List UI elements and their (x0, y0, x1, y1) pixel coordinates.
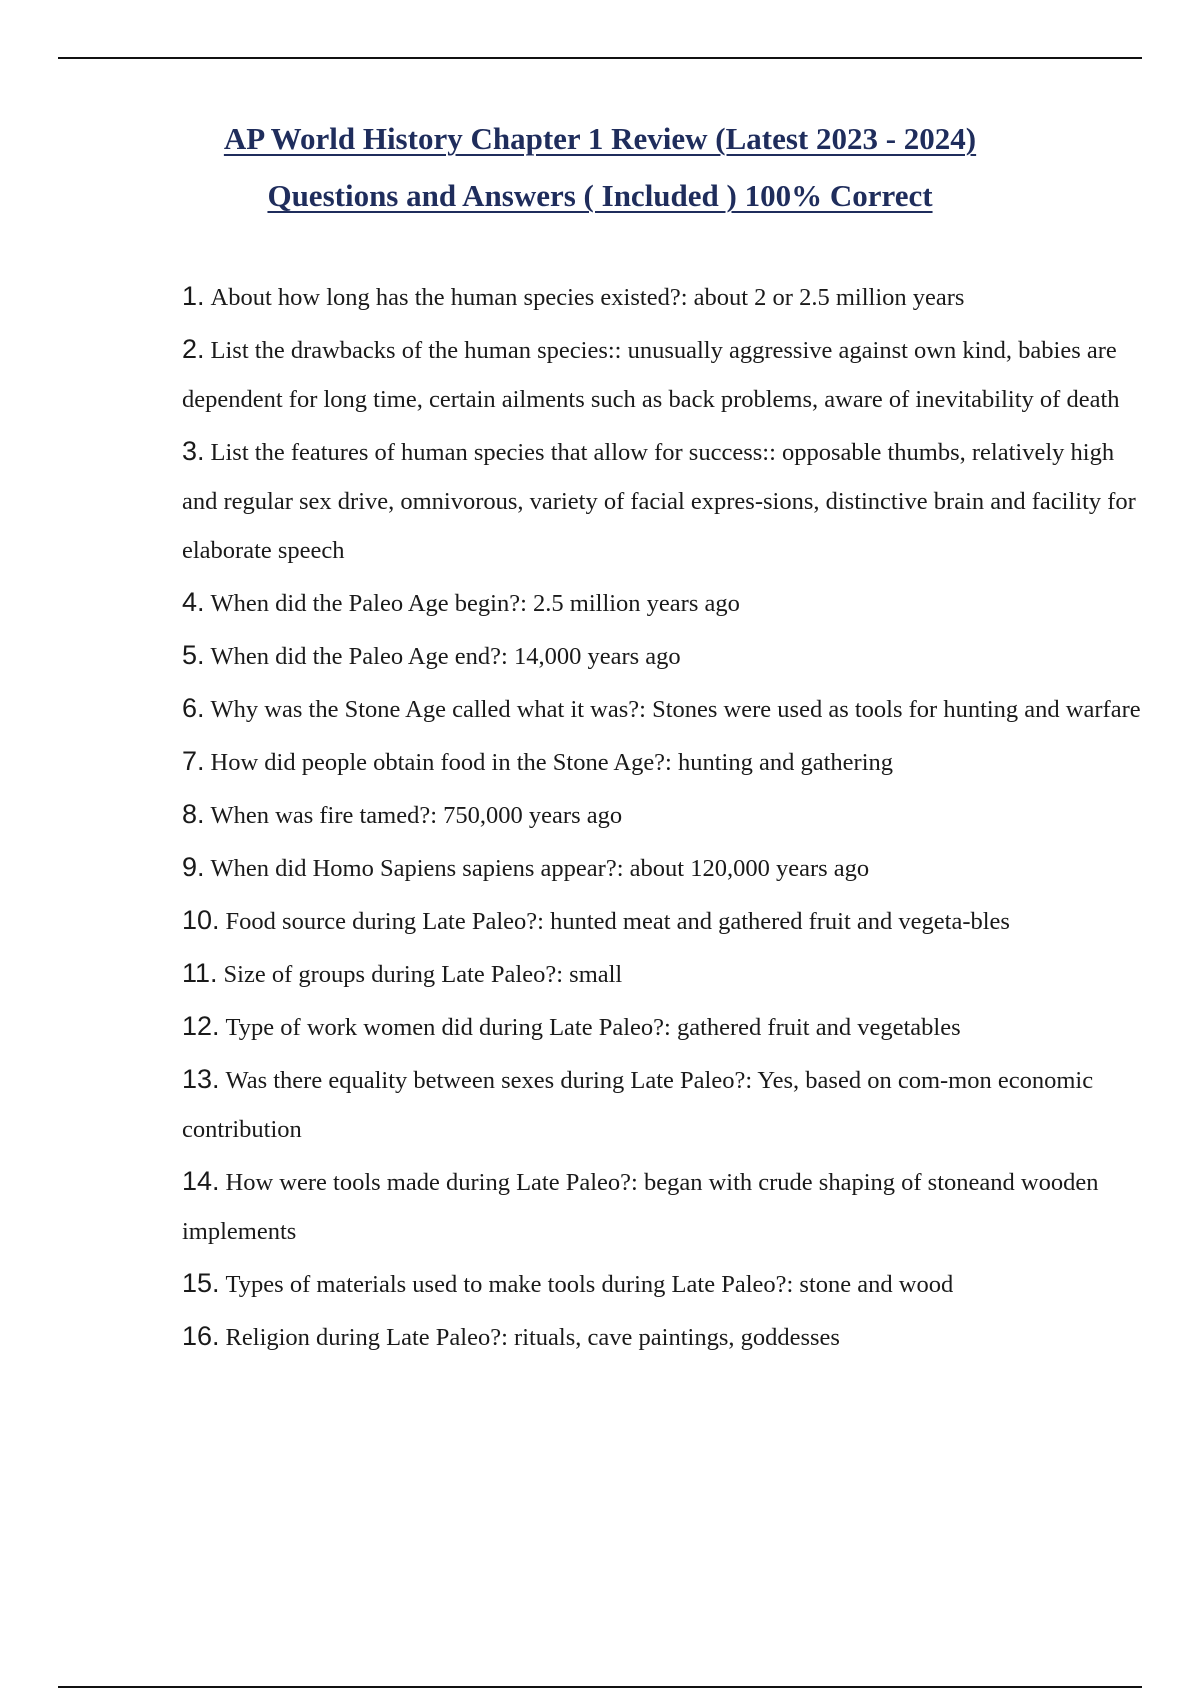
question-number: 10. (182, 905, 220, 935)
question-text: Why was the Stone Age called what it was?: Stones were used as tools for hunting and warfare (210, 696, 1141, 723)
question-text: Food source during Late Paleo?: hunted meat and gathered fruit and vegeta-bles (225, 908, 1010, 935)
question-item (182, 949, 1142, 999)
question-item (182, 843, 1142, 893)
question-number: 11. (182, 958, 218, 988)
question-item (182, 1002, 1142, 1052)
question-text: When was fire tamed?: 750,000 years ago (210, 802, 623, 829)
question-item (182, 631, 1142, 681)
question-text: How were tools made during Late Paleo?: began with crude shaping of stoneand wooden implements (182, 1169, 1099, 1245)
question-item (182, 578, 1142, 628)
question-text: How did people obtain food in the Stone Age?: hunting and gathering (210, 749, 894, 776)
question-text: Types of materials used to make tools during Late Paleo?: stone and wood (225, 1271, 954, 1298)
question-item (182, 272, 1142, 322)
question-text: Was there equality between sexes during Late Paleo?: Yes, based on com-mon economic contribution (182, 1067, 1094, 1143)
question-number: 16. (182, 1321, 220, 1351)
question-list (182, 272, 1142, 1365)
question-item (182, 427, 1142, 575)
question-item (182, 737, 1142, 787)
question-number: 7. (182, 746, 205, 776)
question-item (182, 790, 1142, 840)
question-item (182, 1312, 1142, 1362)
question-text: When did Homo Sapiens sapiens appear?: about 120,000 years ago (210, 855, 870, 882)
title-line-2: Questions and Answers ( Included ) 100% Correct (267, 178, 933, 213)
question-number: 15. (182, 1268, 220, 1298)
title-line-1: AP World History Chapter 1 Review (Latest 2023 - 2024) (223, 121, 977, 156)
question-item (182, 1055, 1142, 1154)
question-item (182, 1259, 1142, 1309)
top-rule (58, 57, 1142, 59)
question-text: List the drawbacks of the human species:: unusually aggressive against own kind, babies are dependent for long time, certain ailments such as back problems, aware of inevitability of death (182, 337, 1120, 413)
question-item (182, 325, 1142, 424)
question-text: List the features of human species that allow for success:: opposable thumbs, relatively high and regular sex drive, omnivorous, variety of facial expres-sions, distinctive brain and facility for elaborate speech (182, 439, 1136, 564)
question-number: 13. (182, 1064, 220, 1094)
question-item (182, 1157, 1142, 1256)
question-number: 14. (182, 1166, 220, 1196)
bottom-rule (58, 1686, 1142, 1688)
question-number: 9. (182, 852, 205, 882)
question-number: 2. (182, 334, 205, 364)
question-text: About how long has the human species existed?: about 2 or 2.5 million years (210, 284, 965, 311)
question-number: 1. (182, 281, 205, 311)
question-text: When did the Paleo Age end?: 14,000 years ago (210, 643, 681, 670)
question-item (182, 684, 1142, 734)
question-number: 3. (182, 436, 205, 466)
question-number: 5. (182, 640, 205, 670)
question-text: Type of work women did during Late Paleo?: gathered fruit and vegetables (225, 1014, 961, 1041)
document-title (0, 110, 1200, 224)
question-number: 6. (182, 693, 205, 723)
question-number: 8. (182, 799, 205, 829)
question-text: When did the Paleo Age begin?: 2.5 million years ago (210, 590, 740, 617)
question-text: Size of groups during Late Paleo?: small (223, 961, 623, 988)
question-item (182, 896, 1142, 946)
question-number: 12. (182, 1011, 220, 1041)
question-text: Religion during Late Paleo?: rituals, cave paintings, goddesses (225, 1324, 840, 1351)
question-number: 4. (182, 587, 205, 617)
